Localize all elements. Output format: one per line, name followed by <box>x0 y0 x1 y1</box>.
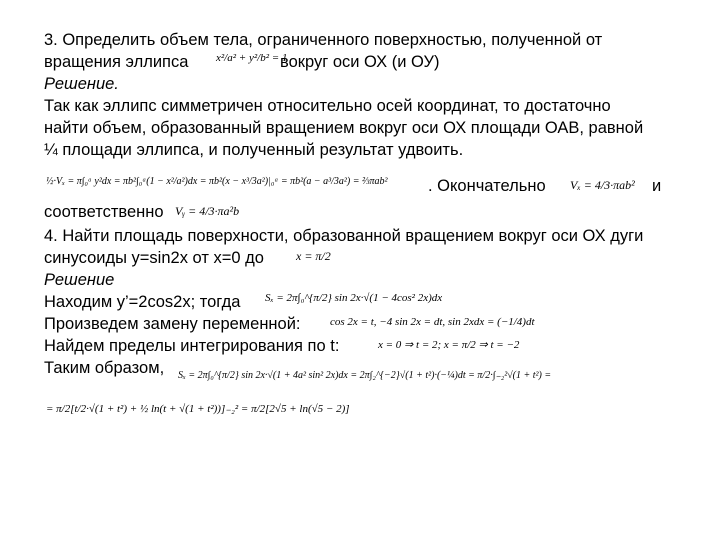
vy-final-formula: Vᵧ = 4/3·πa²b <box>175 204 240 218</box>
problem-3-axis-text: вокруг оси ОХ (и ОУ) <box>280 53 440 71</box>
problem-3-ellipse-text: вращения эллипса <box>44 53 189 71</box>
surface-integral-formula: Sₓ = 2π∫₀^{π/2} sin 2x·√(1 − 4cos² 2x)dx <box>265 292 443 304</box>
problem-4-sinusoid-text: синусоиды y=sin2x от x=0 до <box>44 249 264 267</box>
solution-3-text-3: ¼ площади эллипса, и полученный результат удвоить. <box>44 141 464 159</box>
substitution-formula: cos 2x = t, −4 sin 2x = dt, sin 2xdx = (−1/4)dt <box>330 316 535 328</box>
limits-text: Найдем пределы интегрирования по t: <box>44 337 340 355</box>
solution-heading-3: Решение. <box>44 75 119 93</box>
problem-4-title: 4. Найти площадь поверхности, образованной вращением вокруг оси ОХ дуги <box>44 227 644 245</box>
vx-final-formula: Vₓ = 4/3·πab² <box>570 178 635 192</box>
respectively-text: соответственно <box>44 203 164 221</box>
finally-text: . Окончательно <box>428 177 546 195</box>
thus-text: Таким образом, <box>44 359 165 377</box>
and-text: и <box>652 177 662 195</box>
solution-heading-4: Решение <box>44 271 115 289</box>
vx-calculation-formula: ½·Vₓ = π∫₀ᵃ y²dx = πb²∫₀ᵃ(1 − x²/a²)dx = πb²(x − x³/3a²)|₀ᵃ = πb²(a − a³/3a²) = ⅔πab² <box>46 176 388 187</box>
result-formula-1: Sₓ = 2π∫₀^{π/2} sin 2x·√(1 + 4a² sin² 2x)dx = 2π∫₂^{−2}√(1 + t²)·(−¼)dt = π/2·∫₋₂²√(1 + t²) = <box>178 370 552 381</box>
limits-formula: x = 0 ⇒ t = 2; x = π/2 ⇒ t = −2 <box>378 339 520 351</box>
derivative-text: Находим y’=2cos2x; тогда <box>44 293 241 311</box>
substitution-text: Произведем замену переменной: <box>44 315 301 333</box>
solution-3-text-2: найти объем, образованный вращением вокруг оси ОХ площади ОАВ, равной <box>44 119 644 137</box>
solution-3-text-1: Так как эллипс симметричен относительно осей координат, то достаточно <box>44 97 611 115</box>
x-upper-limit-formula: x = π/2 <box>296 249 331 263</box>
result-formula-2: = π/2[t/2·√(1 + t²) + ½ ln(t + √(1 + t²))]₋₂² = π/2[2√5 + ln(√5 − 2)] <box>46 403 350 415</box>
problem-3-title: 3. Определить объем тела, ограниченного поверхностью, полученной от <box>44 31 603 49</box>
ellipse-equation: x²/a² + y²/b² = 1 <box>216 52 288 64</box>
